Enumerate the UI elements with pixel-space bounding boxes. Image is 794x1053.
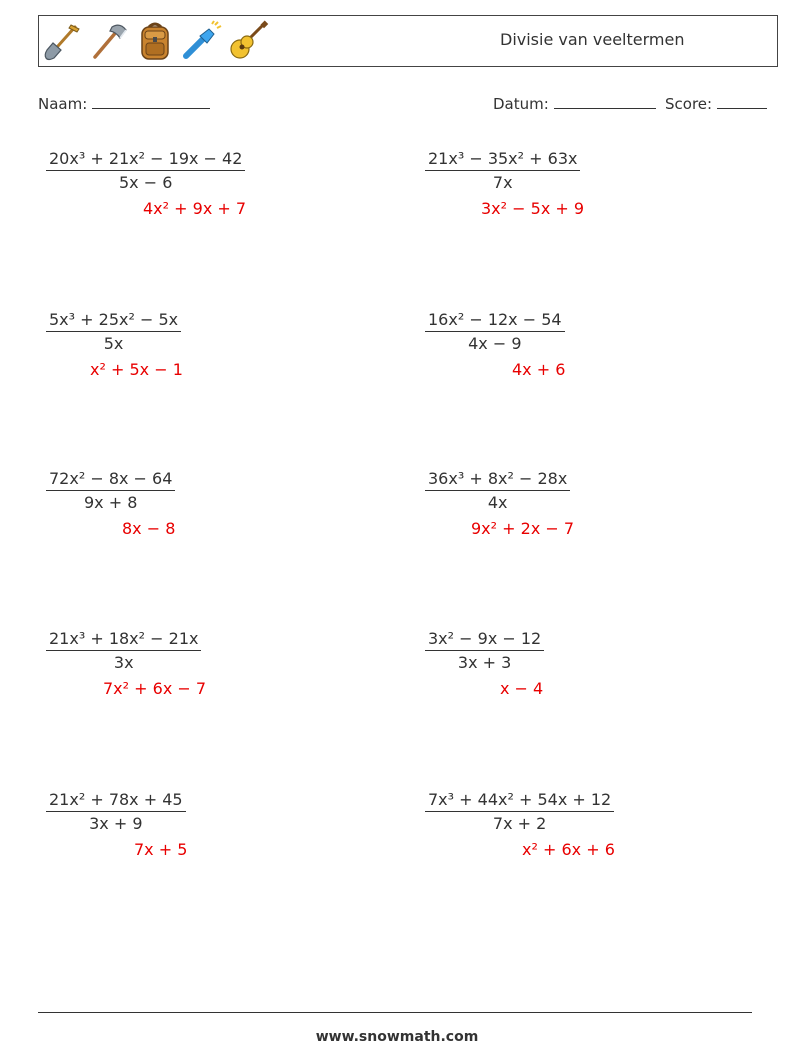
problem-5	[46, 469, 175, 512]
answer-8: x − 4	[500, 679, 544, 698]
flashlight-icon	[179, 19, 223, 63]
fraction	[425, 310, 565, 353]
fraction	[46, 310, 181, 353]
denominator: 9x + 8	[84, 493, 138, 512]
numerator: 3x² − 9x − 12	[425, 629, 544, 651]
axe-icon	[87, 19, 131, 63]
score-field[interactable]	[665, 94, 767, 113]
fraction	[425, 790, 614, 833]
date-blank[interactable]	[554, 94, 656, 109]
fraction	[425, 629, 544, 672]
denominator: 5x − 6	[119, 173, 173, 192]
fraction	[425, 149, 580, 192]
denominator: 5x	[103, 334, 124, 353]
numerator: 7x³ + 44x² + 54x + 12	[425, 790, 614, 812]
answer-5: 8x − 8	[122, 519, 176, 538]
numerator: 21x³ + 18x² − 21x	[46, 629, 201, 651]
worksheet-header	[38, 15, 778, 67]
problem-8	[425, 629, 544, 672]
denominator: 3x + 9	[89, 814, 143, 833]
name-label: Naam:	[38, 95, 88, 113]
denominator: 4x	[487, 493, 508, 512]
problem-9	[46, 790, 186, 833]
denominator: 3x + 3	[457, 653, 512, 672]
numerator: 36x³ + 8x² − 28x	[425, 469, 570, 491]
date-field[interactable]	[493, 94, 656, 113]
worksheet-title: Divisie van veeltermen	[500, 30, 685, 49]
problem-6	[425, 469, 570, 512]
problem-4	[425, 310, 565, 353]
shovel-icon	[41, 19, 85, 63]
answer-6: 9x² + 2x − 7	[471, 519, 575, 538]
answer-2: 3x² − 5x + 9	[481, 199, 585, 218]
footer-divider	[38, 1012, 752, 1013]
answer-9: 7x + 5	[134, 840, 188, 859]
denominator: 7x + 2	[492, 814, 547, 833]
footer-url[interactable]: www.snowmath.com	[315, 1029, 479, 1045]
problem-2	[425, 149, 580, 192]
score-label: Score:	[665, 95, 713, 113]
fraction	[425, 469, 570, 512]
denominator: 4x − 9	[468, 334, 522, 353]
numerator: 21x³ − 35x² + 63x	[425, 149, 580, 171]
numerator: 20x³ + 21x² − 19x − 42	[46, 149, 245, 171]
icon-strip	[41, 18, 269, 64]
problem-7	[46, 629, 201, 672]
fraction	[46, 790, 186, 833]
denominator: 3x	[113, 653, 134, 672]
fraction	[46, 629, 201, 672]
answer-3: x² + 5x − 1	[90, 360, 183, 379]
answer-4: 4x + 6	[512, 360, 566, 379]
problem-1	[46, 149, 245, 192]
numerator: 5x³ + 25x² − 5x	[46, 310, 181, 332]
name-field[interactable]	[38, 94, 210, 113]
fraction	[46, 149, 245, 192]
backpack-icon	[133, 19, 177, 63]
numerator: 72x² − 8x − 64	[46, 469, 175, 491]
numerator: 21x² + 78x + 45	[46, 790, 186, 812]
answer-1: 4x² + 9x + 7	[143, 199, 247, 218]
date-label: Datum:	[493, 95, 549, 113]
guitar-icon	[225, 19, 269, 63]
name-blank[interactable]	[92, 94, 210, 109]
numerator: 16x² − 12x − 54	[425, 310, 565, 332]
problem-10	[425, 790, 614, 833]
problem-3	[46, 310, 181, 353]
score-blank[interactable]	[717, 94, 767, 109]
fraction	[46, 469, 175, 512]
answer-10: x² + 6x + 6	[522, 840, 615, 859]
answer-7: 7x² + 6x − 7	[103, 679, 207, 698]
denominator: 7x	[492, 173, 513, 192]
